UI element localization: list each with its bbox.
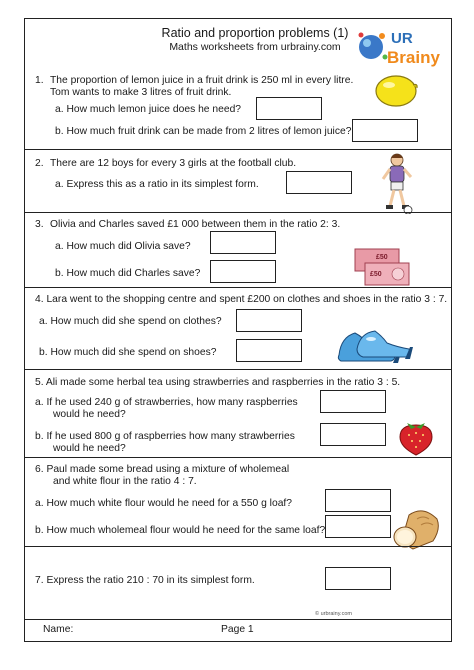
q5b-text-line2: would he need? xyxy=(53,443,126,454)
q4a-answer-box[interactable] xyxy=(236,309,302,332)
section-divider xyxy=(25,369,451,370)
q2a-text: a. Express this as a ratio in its simplest form. xyxy=(55,179,259,190)
q5a-answer-box[interactable] xyxy=(320,390,386,413)
page-title: Ratio and proportion problems (1) xyxy=(161,26,349,40)
q3a-answer-box[interactable] xyxy=(210,231,276,254)
section-divider xyxy=(25,212,451,213)
bread-picture xyxy=(391,507,443,551)
q4b-answer-box[interactable] xyxy=(236,339,302,362)
q6-text-line1: 6. Paul made some bread using a mixture of wholemeal xyxy=(35,464,290,475)
name-label: Name: xyxy=(43,624,74,635)
note-label-front: £50 xyxy=(370,271,382,278)
q5a-text-line1: a. If he used 240 g of strawberries, how many raspberries xyxy=(35,397,298,408)
q6a-text: a. How much white flour would he need for a 550 g loaf? xyxy=(35,498,293,509)
q4a-text: a. How much did she spend on clothes? xyxy=(39,316,222,327)
q6b-text: b. How much wholemeal flour would he need for the same loaf? xyxy=(35,525,326,536)
section-divider xyxy=(25,149,451,150)
lemon-picture xyxy=(373,71,419,109)
q3b-text: b. How much did Charles save? xyxy=(55,268,201,279)
q2-text: There are 12 boys for every 3 girls at the football club. xyxy=(50,158,297,169)
q7-answer-box[interactable] xyxy=(325,567,391,590)
q1a-text: a. How much lemon juice does he need? xyxy=(55,104,242,115)
q1a-answer-box[interactable] xyxy=(256,97,322,120)
urbrainy-logo xyxy=(355,21,447,71)
logo-text-bottom: Brainy xyxy=(387,48,440,67)
section-divider xyxy=(25,457,451,458)
q6a-answer-box[interactable] xyxy=(325,489,391,512)
q4-text: 4. Lara went to the shopping centre and spent £200 on clothes and shoes in the ratio 3 : 7. xyxy=(35,294,448,305)
banknotes-picture xyxy=(353,245,413,289)
q2a-answer-box[interactable] xyxy=(286,171,352,194)
q1-text-line1: The proportion of lemon juice in a fruit drink is 250 ml in every litre. xyxy=(50,75,354,86)
q3b-answer-box[interactable] xyxy=(210,260,276,283)
q5b-text-line1: b. If he used 800 g of raspberries how many strawberries xyxy=(35,431,295,442)
q7-text: 7. Express the ratio 210 : 70 in its simplest form. xyxy=(35,575,255,586)
q1b-answer-box[interactable] xyxy=(352,119,418,142)
q5-text: 5. Ali made some herbal tea using strawberries and raspberries in the ratio 3 : 5. xyxy=(35,377,401,388)
section-divider xyxy=(25,287,451,288)
footer-divider xyxy=(25,619,451,620)
strawberry-picture xyxy=(397,417,435,457)
q5b-answer-box[interactable] xyxy=(320,423,386,446)
q3-number: 3. xyxy=(35,219,44,230)
copyright-notice: © urbrainy.com xyxy=(315,611,352,617)
shoes-picture xyxy=(335,319,419,369)
q3a-text: a. How much did Olivia save? xyxy=(55,241,191,252)
note-label-back: £50 xyxy=(376,254,388,261)
q1-number: 1. xyxy=(35,75,44,86)
q5a-text-line2: would he need? xyxy=(53,409,126,420)
q1-text-line2: Tom wants to make 3 litres of fruit drink. xyxy=(50,87,232,98)
logo-text-top: UR xyxy=(391,30,413,47)
q6b-answer-box[interactable] xyxy=(325,515,391,538)
q2-number: 2. xyxy=(35,158,44,169)
page-number: Page 1 xyxy=(221,624,254,635)
page-subtitle: Maths worksheets from urbrainy.com xyxy=(169,41,341,53)
q6-text-line2: and white flour in the ratio 4 : 7. xyxy=(53,476,197,487)
q1b-text: b. How much fruit drink can be made from 2 litres of lemon juice? xyxy=(55,126,352,137)
worksheet-page xyxy=(24,18,452,642)
section-divider xyxy=(25,546,451,547)
footballer-picture xyxy=(380,152,414,214)
q4b-text: b. How much did she spend on shoes? xyxy=(39,347,217,358)
q3-text: Olivia and Charles saved £1 000 between them in the ratio 2: 3. xyxy=(50,219,341,230)
